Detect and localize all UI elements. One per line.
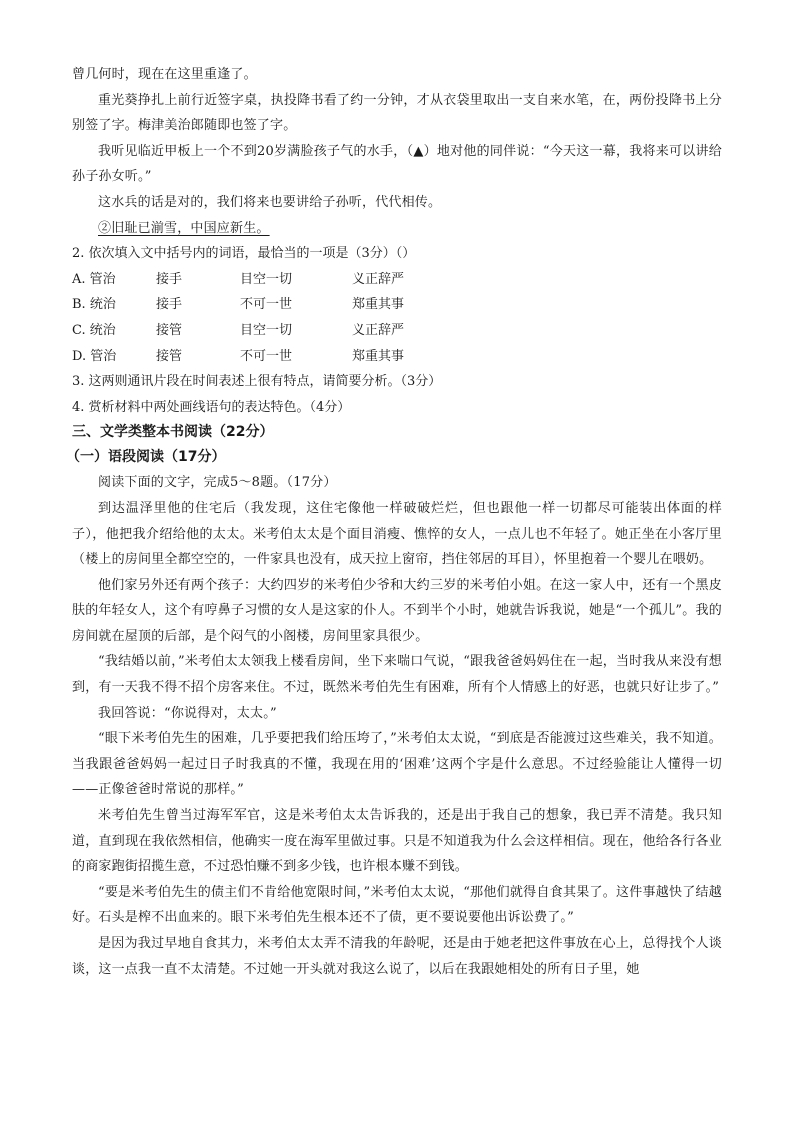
paragraph: 我听见临近甲板上一个不到20岁满脸孩子气的水手，（▲）地对他的同伴说：“今天这一幕，我将来可以讲给孙子孙女听。” bbox=[72, 143, 722, 185]
passage-paragraph: “我结婚以前，”米考伯太太领我上楼看房间，坐下来喘口气说，“跟我爸爸妈妈住在一起，当时我从来没有想到，有一天我不得不招个房客来住。不过，既然米考伯先生有困难，所有个人情感上的好恶，也就只好让步了。” bbox=[72, 654, 722, 696]
option-word: 不可一世 bbox=[240, 297, 293, 313]
option-word: 接管 bbox=[156, 322, 183, 338]
option-label: A. 管治 bbox=[72, 271, 116, 287]
option-word: 接手 bbox=[156, 297, 183, 313]
option-word: 目空一切 bbox=[240, 322, 293, 338]
option-row-b bbox=[72, 292, 722, 318]
option-word: 郑重其事 bbox=[352, 348, 405, 364]
underlined-paragraph bbox=[72, 216, 722, 242]
passage-paragraph: 到达温泽里他的住宅后（我发现，这住宅像他一样破破烂烂，但也跟他一样一切都尽可能装出体面的样子），他把我介绍给他的太太。米考伯太太是个面目消瘦、憔悴的女人，一点儿也不年轻了。她正坐在小客厅里（楼上的房间里全都空空的，一件家具也没有，成天拉上窗帘，挡住邻居的耳目），怀里抱着一个婴儿在喂奶。 bbox=[72, 500, 722, 568]
underlined-sentence: ②旧耻已湔雪，中国应新生。 bbox=[98, 220, 270, 236]
question-2-stem: 2. 依次填入文中括号内的词语，最恰当的一项是（3分）（） bbox=[72, 246, 416, 262]
option-label: D. 管治 bbox=[72, 348, 117, 364]
reading-instruction: 阅读下面的文字，完成5～8题。（17分） bbox=[98, 475, 337, 491]
option-word: 接手 bbox=[156, 271, 183, 287]
option-label: B. 统治 bbox=[72, 297, 116, 313]
paragraph: 这水兵的话是对的，我们将来也要讲给子孙听，代代相传。 bbox=[98, 194, 442, 210]
question-4: 4. 赏析材料中两处画线语句的表达特色。（4分） bbox=[72, 399, 351, 415]
option-word: 目空一切 bbox=[240, 271, 293, 287]
passage-paragraph: “要是米考伯先生的债主们不肯给他宽限时间，”米考伯太太说，“那他们就得自食其果了。这件事越快了结越好。石头是榨不出血来的。眼下米考伯先生根本还不了债，更不要说要他出诉讼费了。” bbox=[72, 884, 722, 926]
passage-paragraph: “眼下米考伯先生的困难，几乎要把我们给压垮了，”米考伯太太说，“到底是否能渡过这些难关，我不知道。当我跟爸爸妈妈一起过日子时我真的不懂，我现在用的‘困难’这两个字是什么意思。不过经验能让人懂得一切——正像爸爸时常说的那样。” bbox=[72, 731, 722, 798]
option-word: 接管 bbox=[156, 348, 183, 364]
option-row-d bbox=[72, 344, 722, 370]
passage-paragraph: 是因为我过早地自食其力，米考伯太太弄不清我的年龄呢，还是由于她老把这件事放在心上，总得找个人谈谈，这一点我一直不太清楚。不过她一开头就对我这么说了，以后在我跟她相处的所有日子里，她 bbox=[72, 936, 722, 977]
option-word: 郑重其事 bbox=[352, 297, 405, 313]
option-word: 义正辞严 bbox=[352, 322, 405, 338]
option-label: C. 统治 bbox=[72, 322, 116, 338]
passage-paragraph: 我回答说：“你说得对，太太。” bbox=[98, 705, 277, 721]
section-heading: 三、文学类整本书阅读（22分） bbox=[72, 424, 274, 441]
option-row-a bbox=[72, 267, 722, 293]
option-word: 不可一世 bbox=[240, 348, 293, 364]
question-2-options bbox=[72, 267, 722, 369]
subsection-heading: （一）语段阅读（17分） bbox=[66, 449, 226, 466]
question-3: 3. 这两则通讯片段在时间表述上很有特点，请简要分析。（3分） bbox=[72, 374, 442, 390]
paragraph: 重光葵挣扎上前行近签字桌，执投降书看了约一分钟，才从衣袋里取出一支自来水笔，在，两份投降书上分别签了字。梅津美治郎随即也签了字。 bbox=[72, 92, 722, 134]
option-word: 义正辞严 bbox=[352, 271, 405, 287]
paragraph: 曾几何时，现在在这里重逢了。 bbox=[72, 67, 257, 82]
passage-paragraph: 他们家另外还有两个孩子：大约四岁的米考伯少爷和大约三岁的米考伯小姐。在这一家人中，还有一个黑皮肤的年轻女人，这个有哼鼻子习惯的女人是这家的仆人。不到半个小时，她就告诉我说，她是“一个孤儿”。我的房间就在屋顶的后部，是个闷气的小阁楼，房间里家具很少。 bbox=[72, 577, 722, 644]
option-row-c bbox=[72, 318, 722, 344]
passage-paragraph: 米考伯先生曾当过海军军官，这是米考伯太太告诉我的，还是出于我自己的想象，我已弄不清楚。我只知道，直到现在我依然相信，他确实一度在海军里做过事。只是不知道我为什么会这样相信。现在，他给各行各业的商家跑街招揽生意，不过恐怕赚不到多少钱，也许根本赚不到钱。 bbox=[72, 808, 722, 875]
